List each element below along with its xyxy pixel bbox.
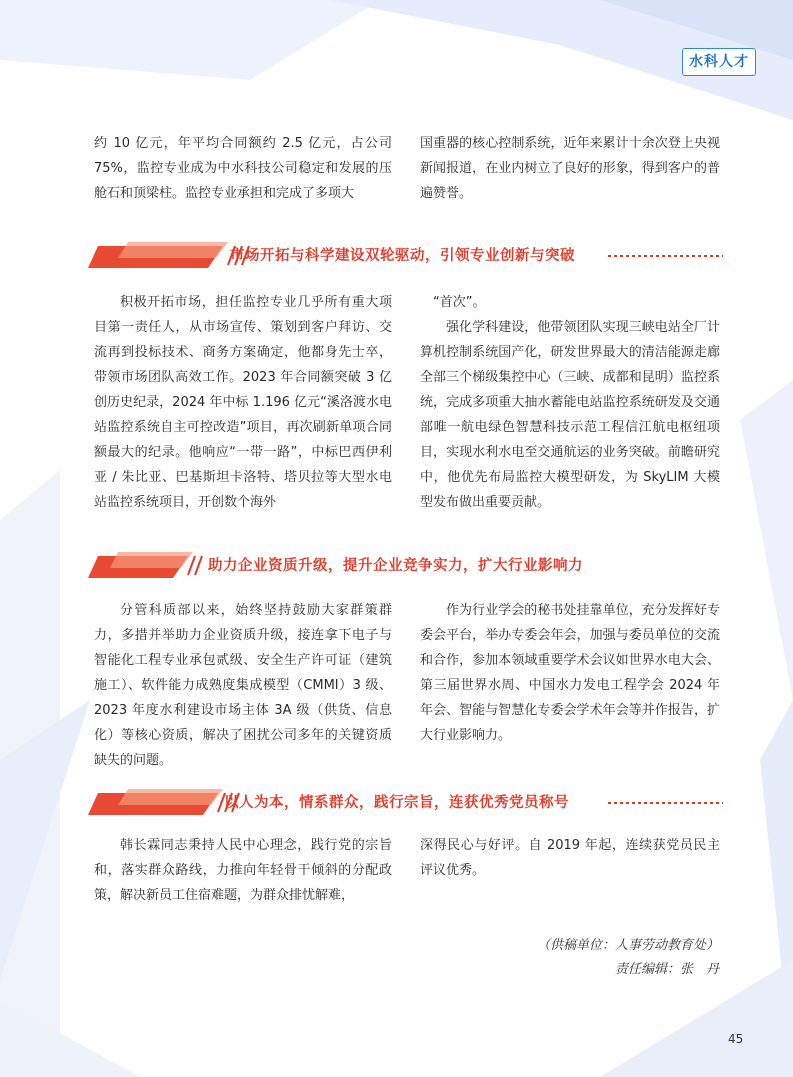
section-title-2: 助力企业资质升级，提升企业竞争实力，扩大行业影响力 <box>208 558 583 574</box>
section-2-right-paragraph: 作为行业学会的秘书处挂靠单位，充分发挥好专委会平台，举办专委会年会，加强与委员单位的交流和合作，参加本领域重要学术会议如世界水电大会、第三届世界水周、中国水力发电工程学会 2024 年年会、智能与智慧化专委会学术年会等并作报告，扩大行业影响力。 <box>420 603 720 743</box>
section-1-left <box>94 290 392 515</box>
intro-left-text <box>94 131 392 206</box>
section-2-left <box>94 598 392 773</box>
intro-right-text <box>420 131 720 206</box>
section-3-right-paragraph: 深得民心与好评。自 2019 年起，连续获党员民主评议优秀。 <box>420 838 720 878</box>
section-1-right <box>420 290 720 515</box>
section-2-left-paragraph: 分管科质部以来，始终坚持鼓励大家群策群力，多措并举助力企业资质升级，接连拿下电子与智能化工程专业承包贰级、安全生产许可证（建筑施工）、软件能力成熟度集成模型（CMMI）3 级、2023 年度水利建设市场主体 3A 级（供货、信息化）等核心资质，解决了困扰公司多年的关键资质缺失的问题。 <box>94 603 392 768</box>
section-title-3: 以人为本，情系群众，践行宗旨，连获优秀党员称号 <box>224 795 569 811</box>
editor-credit: 责任编辑：张 丹 <box>614 962 719 977</box>
section-tag: 水科人才 <box>682 48 756 76</box>
section-3-left <box>94 833 392 908</box>
section-title-1: 市场开拓与科学建设双轮驱动，引领专业创新与突破 <box>230 248 575 264</box>
section-3-left-paragraph: 韩长霖同志秉持人民中心理念，践行党的宗旨和，落实群众路线，力推向年轻骨干倾斜的分配政策，解决新员工住宿难题，为群众排忧解难， <box>94 838 392 903</box>
page-number: 45 <box>728 1032 744 1046</box>
intro-left-paragraph: 约 10 亿元，年平均合同额约 2.5 亿元，占公司75%，监控专业成为中水科技公司稳定和发展的压舱石和顶梁柱。监控专业承担和完成了多项大 <box>94 136 392 201</box>
section-1-left-paragraph: 积极开拓市场，担任监控专业几乎所有重大项目第一责任人，从市场宣传、策划到客户拜访、交流再到投标技术、商务方案确定，他都身先士卒，带领市场团队高效工作。2023 年合同额突破 3 亿创历史纪录，2024 年中标 1.196 亿元“溪洛渡水电站监控系统自主可控改造”项目，再次刷新单项合同额最大的纪录。他响应“一带一路”，中标巴西伊利亚 / 朱比亚、巴基斯坦卡洛特、塔贝拉等大型水电站监控系统项目，开创数个海外 <box>94 295 392 510</box>
intro-right-paragraph: 国重器的核心控制系统，近年来累计十余次登上央视新闻报道，在业内树立了良好的形象，得到客户的普遍赞誉。 <box>420 136 720 201</box>
section-3-right <box>420 833 720 883</box>
section-heading-1 <box>88 238 728 272</box>
section-1-right-paragraph-2: 强化学科建设，他带领团队实现三峡电站全厂计算机控制系统国产化，研发世界最大的清洁能源走廊全部三个梯级集控中心（三峡、成都和昆明）监控系统，完成多项重大抽水蓄能电站监控系统研发及交通部唯一航电绿色智慧科技示范工程信江航电枢纽项目，实现水利水电至交通航运的业务突破。前瞻研究中，他优先布局监控大模型研发，为 SkyLIM 大模型发布做出重要贡献。 <box>420 320 720 510</box>
source-credit: （供稿单位：人事劳动教育处） <box>536 938 719 953</box>
section-heading-3 <box>88 785 728 819</box>
section-2-right <box>420 598 720 748</box>
section-heading-2 <box>88 548 728 582</box>
section-1-right-line-1: “首次”。 <box>433 295 486 310</box>
